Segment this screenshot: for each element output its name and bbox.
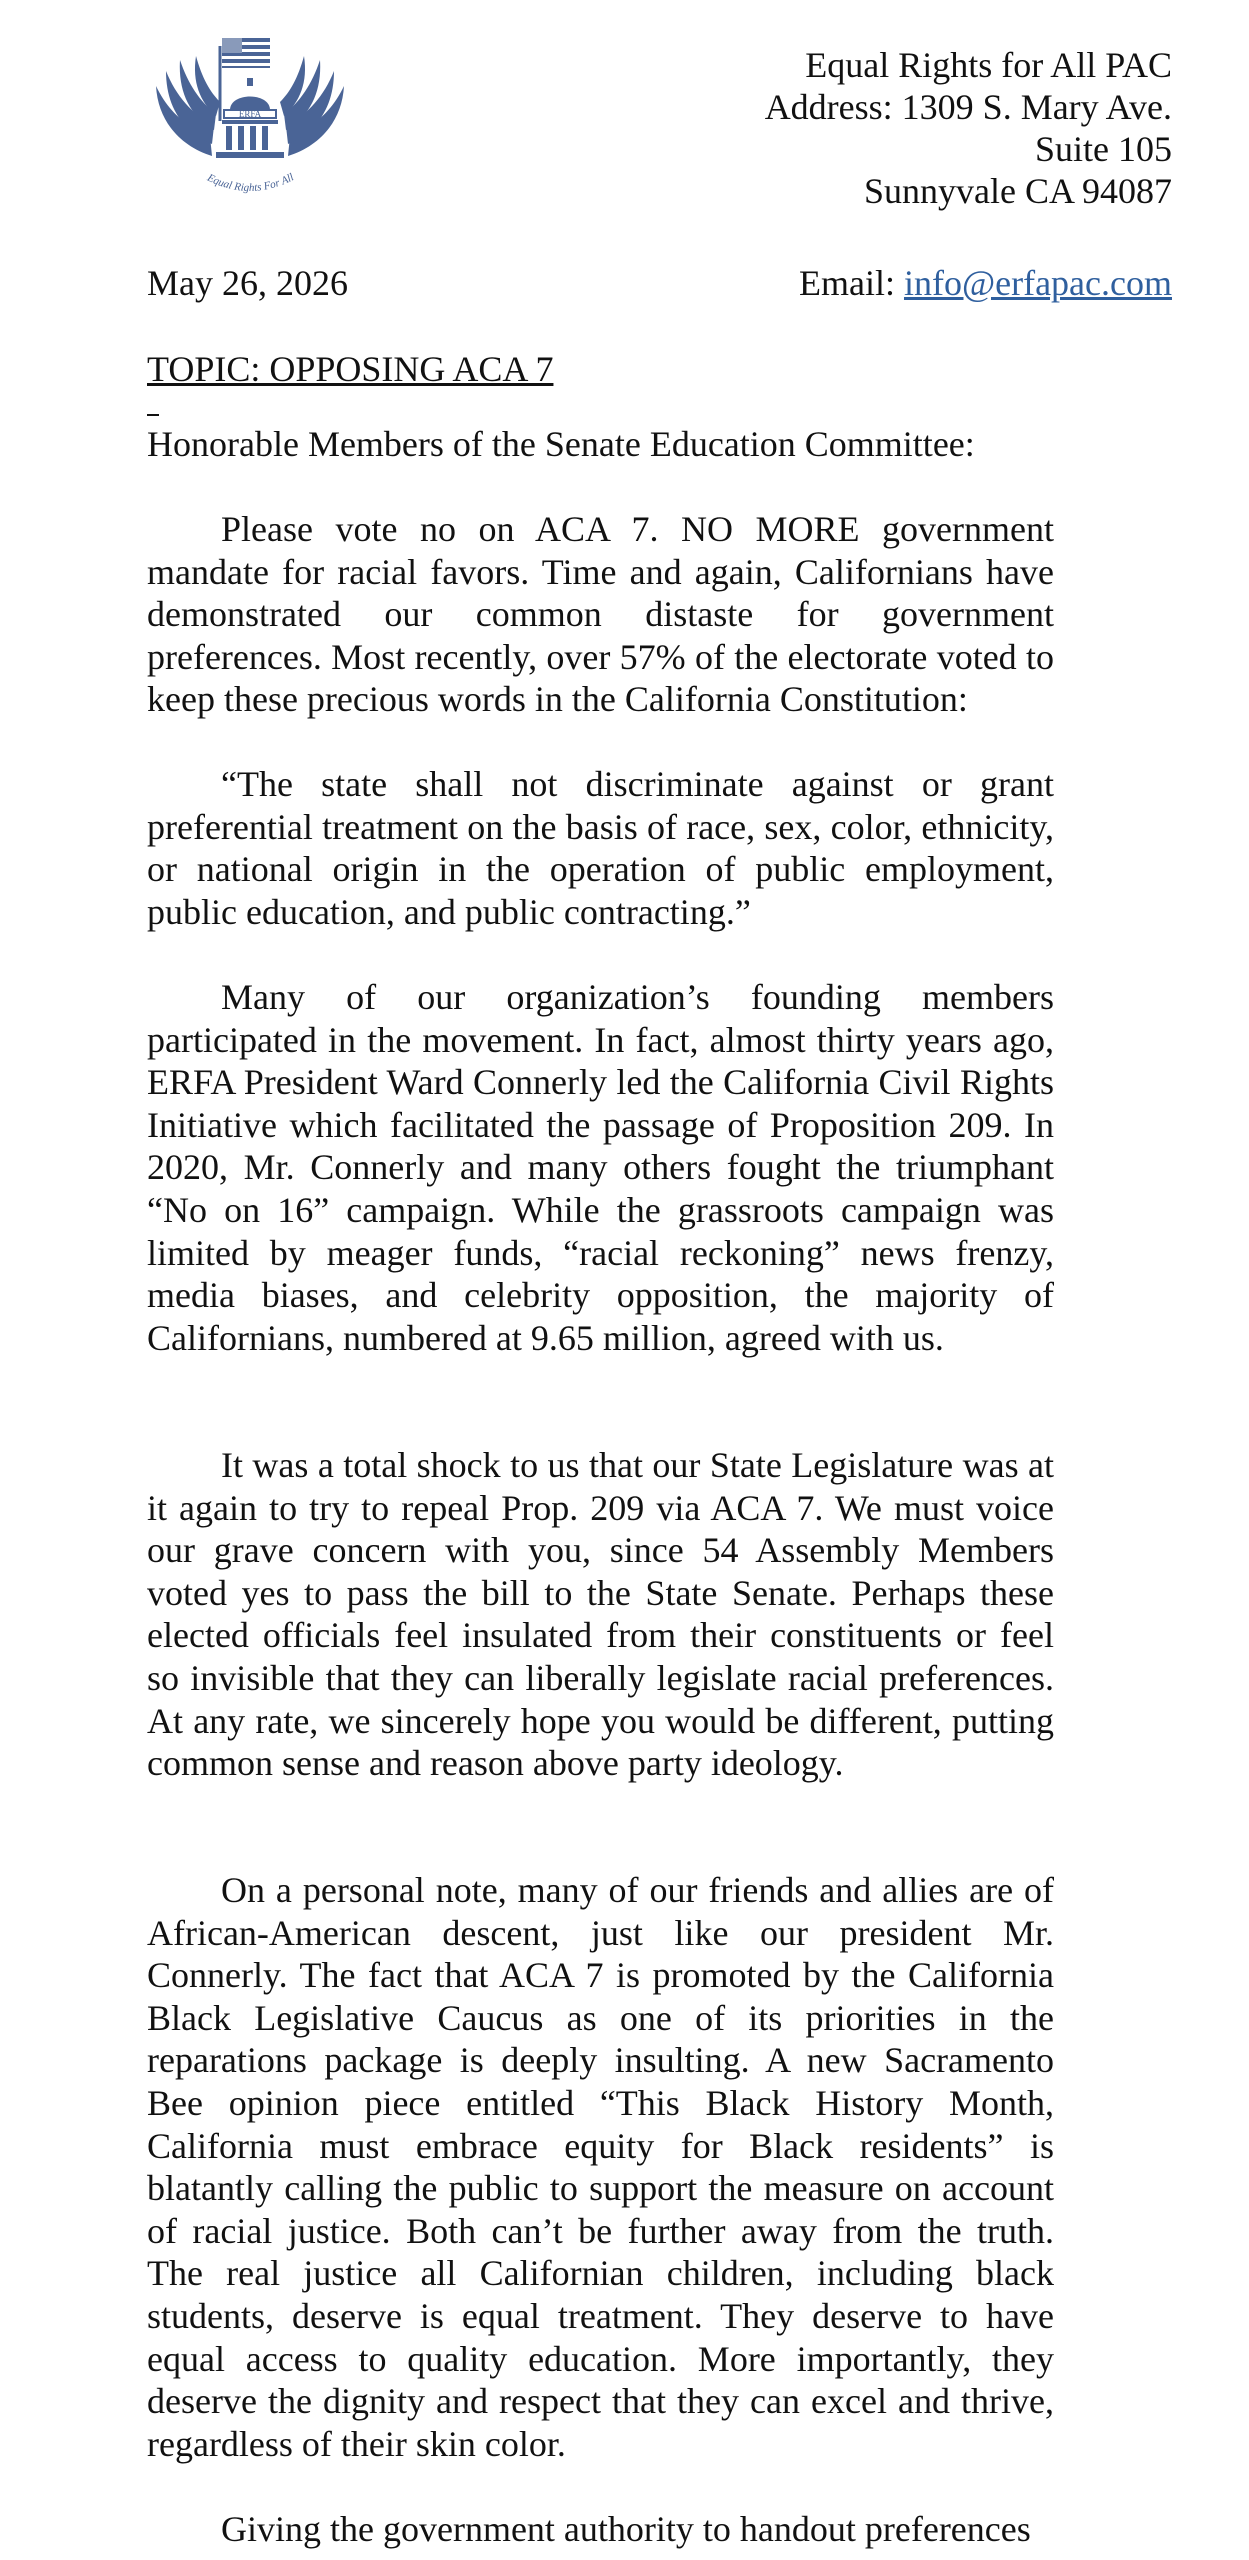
left-wing-icon: [156, 56, 220, 156]
logo-acronym: ERFA: [238, 109, 262, 119]
paragraph-1: Please vote no on ACA 7. NO MORE government mandate for racial favors. Time and again, Californians have demonstrated our common distaste for government preferences. Most recently, over 57% of the electorate voted to keep these precious words in the California Constitution:: [147, 509, 1054, 720]
org-name: Equal Rights for All PAC: [805, 45, 1172, 85]
email-label: Email:: [799, 263, 895, 303]
right-wing-icon: [280, 56, 344, 156]
address-line-2: Suite 105: [1034, 129, 1172, 169]
address-line-1: Address: 1309 S. Mary Ave.: [764, 87, 1172, 127]
erfa-logo: [150, 26, 350, 216]
letter-date: May 26, 2026: [147, 263, 348, 303]
email-row: [799, 262, 1172, 304]
email-link[interactable]: info@erfapac.com: [903, 263, 1172, 303]
logo-ring-text: Equal Rights For All: [205, 171, 296, 195]
paragraph-2-quote: “The state shall not discriminate against or grant preferential treatment on the basis of race, sex, color, ethnicity, or national origin in the operation of public employment, public education, and public contracting.”: [147, 764, 1054, 932]
svg-text:Equal Rights For All: [204, 171, 295, 194]
date-email-row: [147, 262, 1172, 304]
paragraph-3: Many of our organization’s founding members participated in the movement. In fact, almost thirty years ago, ERFA President Ward Connerly led the California Civil Rights Initiative which facilitated the passage of Proposition 209. In 2020, Mr. Connerly and many others fought the triumphant “No on 16” campaign. While the grassroots campaign was limited by meager funds, “racial reckoning” news frenzy, media biases, and celebrity opposition, the majority of Californians, numbered at 9.65 million, agreed with us.: [147, 977, 1054, 1358]
paragraph-6: Giving the government authority to handout preferences: [221, 2509, 1031, 2549]
paragraph-5: On a personal note, many of our friends and allies are of African-American descent, just like our president Mr. Connerly. The fact that ACA 7 is promoted by the California Black Legislative Caucus as one of its priorities in the reparations package is deeply insulting. A new Sacramento Bee opinion piece entitled “This Black History Month, California must embrace equity for Black residents” is blatantly calling the public to support the measure on account of racial justice. Both can’t be further away from the truth. The real justice all Californian children, including black students, deserve is equal treatment. They deserve to have equal access to quality education. More importantly, they deserve the dignity and respect that they can excel and thrive, regardless of their skin color.: [147, 1870, 1054, 2464]
salutation: Honorable Members of the Senate Education Committee:: [147, 424, 975, 464]
underline-tick: [147, 414, 159, 416]
flag-icon: [222, 38, 270, 68]
paragraph-4: It was a total shock to us that our State Legislature was at it again to try to repeal Prop. 209 via ACA 7. We must voice our grave concern with you, since 54 Assembly Members voted yes to pass the bill to the State Senate. Perhaps these elected officials feel insulated from their constituents or feel so invisible that they can liberally legislate racial preferences. At any rate, we sincerely hope you would be different, putting common sense and reason above party ideology.: [147, 1445, 1054, 1784]
letter-topic: TOPIC: OPPOSING ACA 7: [147, 349, 554, 389]
address-line-3: Sunnyvale CA 94087: [863, 171, 1172, 211]
sender-address-block: [765, 44, 1172, 212]
